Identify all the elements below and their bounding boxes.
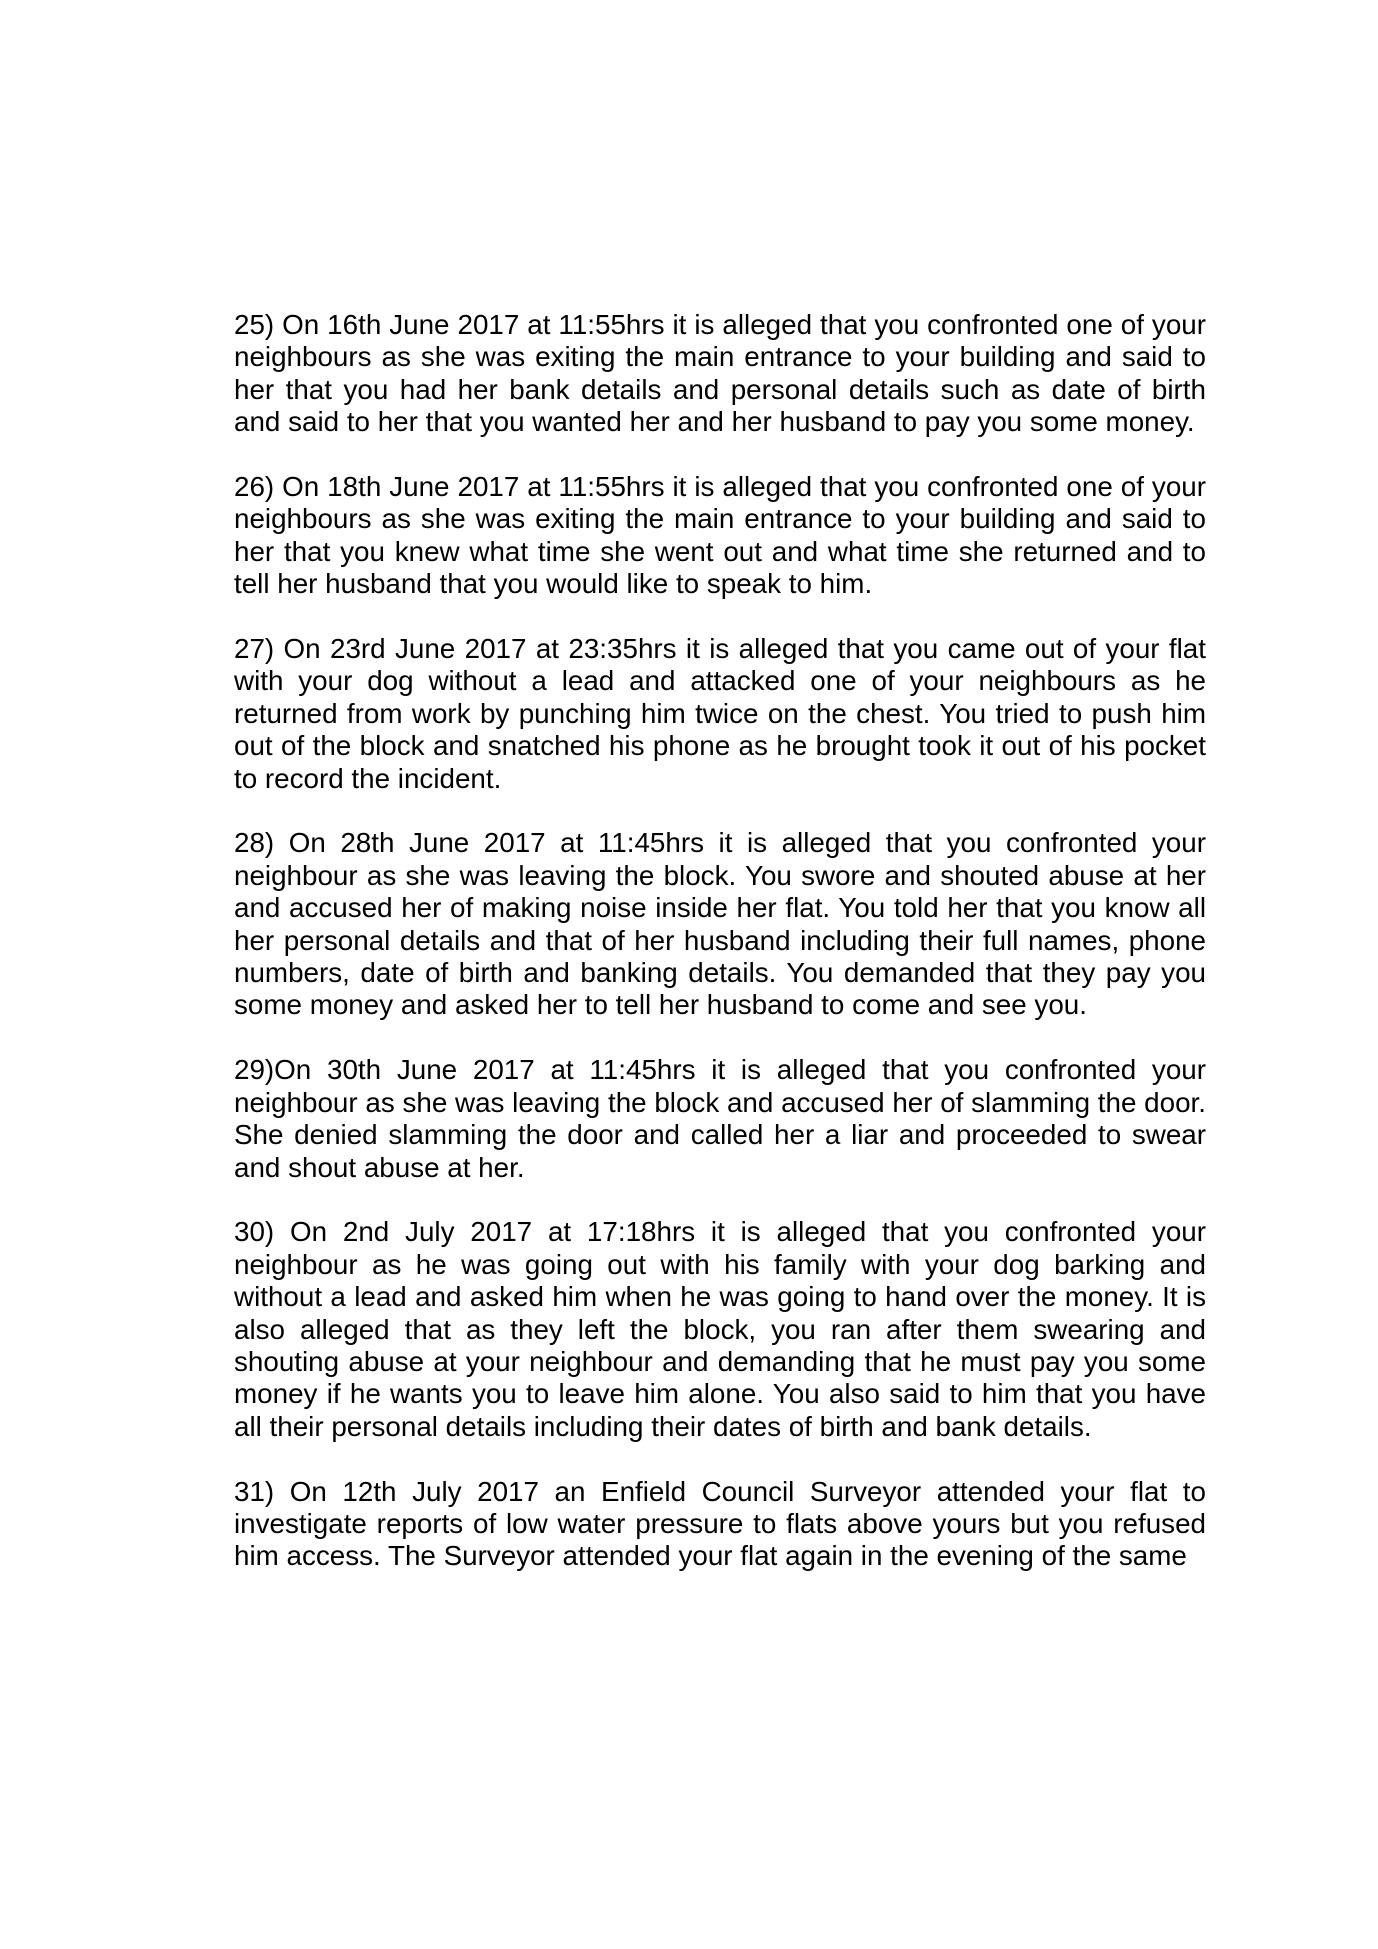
paragraph-27: 27) On 23rd June 2017 at 23:35hrs it is alleged that you came out of your flat with your dog without a lead and attacked one of your neighbours as he returned from work by punching him twice on the chest. You tried to push him out of the block and snatched his phone as he brought took it out of his pocket to record the incident.: [234, 633, 1206, 794]
text-column: [234, 309, 1206, 1573]
paragraph-28: 28) On 28th June 2017 at 11:45hrs it is alleged that you confronted your neighbour as she was leaving the block. You swore and shouted abuse at her and accused her of making noise inside her flat. You told her that you know all her personal details and that of her husband including their full names, phone numbers, date of birth and banking details. You demanded that they pay you some money and asked her to tell her husband to come and see you.: [234, 827, 1206, 1021]
paragraph-31: 31) On 12th July 2017 an Enfield Council Surveyor attended your flat to investigate reports of low water pressure to flats above yours but you refused him access. The Surveyor attended your flat again in the evening of the same: [234, 1475, 1206, 1572]
paragraph-30: 30) On 2nd July 2017 at 17:18hrs it is alleged that you confronted your neighbour as he was going out with his family with your dog barking and without a lead and asked him when he was going to hand over the money. It is also alleged that as they left the block, you ran after them swearing and shouting abuse at your neighbour and demanding that he must pay you some money if he wants you to leave him alone. You also said to him that you have all their personal details including their dates of birth and bank details.: [234, 1216, 1206, 1442]
paragraph-25: 25) On 16th June 2017 at 11:55hrs it is alleged that you confronted one of your neighbours as she was exiting the main entrance to your building and said to her that you had her bank details and personal details such as date of birth and said to her that you wanted her and her husband to pay you some money.: [234, 309, 1206, 438]
paragraph-29: 29)On 30th June 2017 at 11:45hrs it is alleged that you confronted your neighbour as she was leaving the block and accused her of slamming the door. She denied slamming the door and called her a liar and proceeded to swear and shout abuse at her.: [234, 1054, 1206, 1183]
paragraph-26: 26) On 18th June 2017 at 11:55hrs it is alleged that you confronted one of your neighbours as she was exiting the main entrance to your building and said to her that you knew what time she went out and what time she returned and to tell her husband that you would like to speak to him.: [234, 471, 1206, 600]
